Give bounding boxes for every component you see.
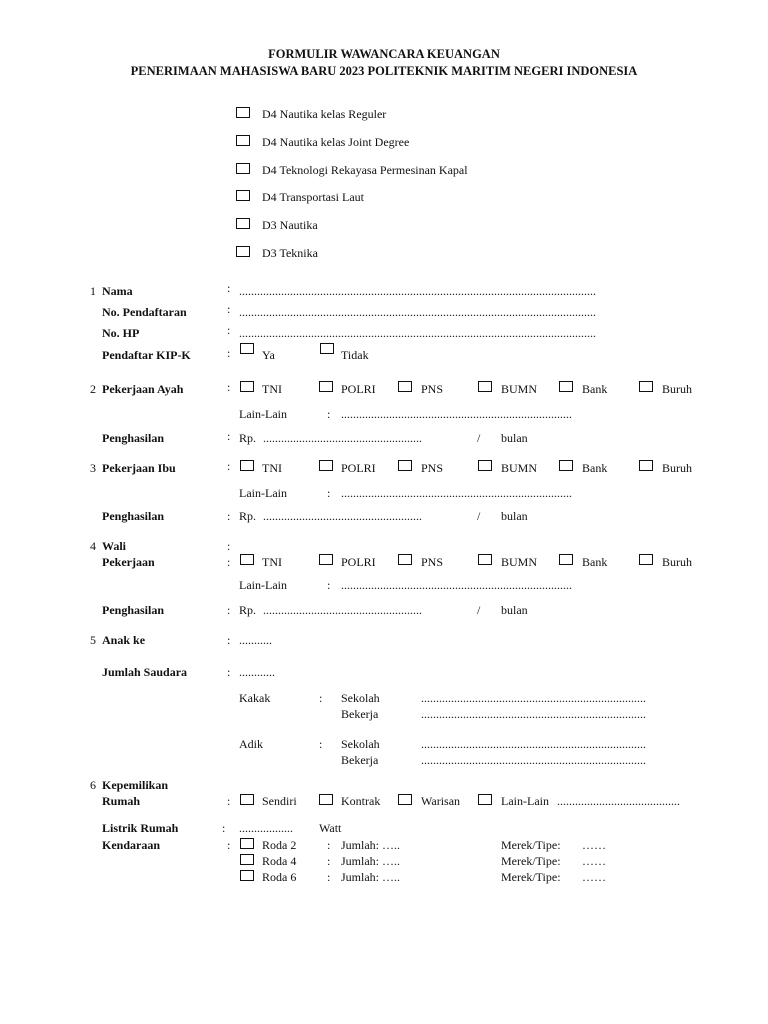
bulan-label: bulan [501, 431, 528, 445]
polri-checkbox[interactable] [319, 554, 333, 565]
colon: : [227, 429, 231, 443]
program-checkbox[interactable] [236, 163, 250, 174]
kakak-bekerja-field[interactable]: ........................................................................... [421, 707, 646, 721]
bumn-checkbox[interactable] [478, 381, 492, 392]
anak-ke-label: Anak ke [102, 633, 146, 647]
penghasilan-label: Penghasilan [102, 431, 165, 445]
warisan-label: Warisan [421, 794, 461, 808]
rp-label: Rp. [239, 431, 257, 445]
merek-label: Merek/Tipe: [501, 838, 561, 852]
no-hp-field[interactable]: ....................................................................................................................... [239, 326, 596, 340]
colon: : [319, 691, 323, 705]
bekerja-label: Bekerja [341, 707, 379, 721]
colon: : [327, 838, 331, 852]
kip-ya-checkbox[interactable] [240, 343, 254, 354]
jumlah-field[interactable]: Jumlah: ….. [341, 870, 400, 884]
tni-label: TNI [262, 382, 282, 396]
colon: : [327, 854, 331, 868]
colon: : [327, 407, 331, 421]
colon: : [227, 838, 231, 852]
section-number: 3 [90, 461, 96, 475]
program-label: D4 Nautika kelas Joint Degree [262, 135, 410, 149]
rp-label: Rp. [239, 509, 257, 523]
section-number: 4 [90, 539, 96, 553]
no-pendaftaran-label: No. Pendaftaran [102, 305, 187, 319]
colon: : [222, 821, 226, 835]
nama-field[interactable]: ....................................................................................................................... [239, 284, 596, 298]
program-checkbox[interactable] [236, 107, 250, 118]
colon: : [327, 870, 331, 884]
colon: : [227, 346, 231, 360]
bumn-label: BUMN [501, 382, 538, 396]
kendaraan-label: Kendaraan [102, 838, 161, 852]
bumn-checkbox[interactable] [478, 554, 492, 565]
program-label: D4 Nautika kelas Reguler [262, 107, 387, 121]
colon: : [227, 539, 231, 553]
sekolah-label: Sekolah [341, 737, 380, 751]
polri-label: POLRI [341, 555, 376, 569]
bulan-label: bulan [501, 603, 528, 617]
lain-lain-checkbox[interactable] [478, 794, 492, 805]
bank-checkbox[interactable] [559, 554, 573, 565]
jumlah-field[interactable]: Jumlah: ….. [341, 854, 400, 868]
pns-checkbox[interactable] [398, 460, 412, 471]
lain-lain-label: Lain-Lain [239, 486, 287, 500]
colon: : [227, 633, 231, 647]
colon: : [227, 555, 231, 569]
merek-label: Merek/Tipe: [501, 870, 561, 884]
pns-label: PNS [421, 382, 444, 396]
bank-label: Bank [582, 461, 608, 475]
lain-lain-label: Lain-Lain [239, 407, 287, 421]
nama-label: Nama [102, 284, 133, 298]
program-checkbox[interactable] [236, 218, 250, 229]
slash: / [477, 509, 481, 523]
colon: : [227, 509, 231, 523]
rumah-label: Rumah [102, 794, 141, 808]
polri-checkbox[interactable] [319, 460, 333, 471]
colon: : [227, 281, 231, 295]
listrik-field[interactable]: .................. [239, 821, 293, 835]
form-subtitle: PENERIMAAN MAHASISWA BARU 2023 POLITEKNIK MARITIM NEGERI INDONESIA [130, 64, 638, 78]
colon: : [319, 737, 323, 751]
adik-sekolah-field[interactable]: ........................................................................... [421, 737, 646, 751]
slash: / [477, 603, 481, 617]
no-pendaftaran-field[interactable]: ....................................................................................................................... [239, 305, 596, 319]
roda-2-label: Roda 2 [262, 838, 297, 852]
lain-lain-field[interactable]: ............................................................................. [341, 486, 572, 500]
jumlah-saudara-label: Jumlah Saudara [102, 665, 188, 679]
bank-checkbox[interactable] [559, 381, 573, 392]
sendiri-label: Sendiri [262, 794, 297, 808]
merek-field[interactable]: …… [582, 870, 606, 884]
polri-label: POLRI [341, 382, 376, 396]
buruh-checkbox[interactable] [639, 460, 653, 471]
kip-ya-label: Ya [262, 348, 275, 362]
buruh-label: Buruh [662, 382, 692, 396]
form-title: FORMULIR WAWANCARA KEUANGAN [268, 47, 500, 61]
tni-label: TNI [262, 461, 282, 475]
tni-checkbox[interactable] [240, 460, 254, 471]
colon: : [227, 665, 231, 679]
lain-lain-field[interactable]: ............................................................................. [341, 407, 572, 421]
anak-ke-field[interactable]: ........... [239, 633, 272, 647]
kip-tidak-checkbox[interactable] [320, 343, 334, 354]
bumn-label: BUMN [501, 461, 538, 475]
tni-checkbox[interactable] [240, 554, 254, 565]
pekerjaan-wali-label: Pekerjaan [102, 555, 155, 569]
colon: : [327, 486, 331, 500]
penghasilan-label: Penghasilan [102, 509, 165, 523]
merek-field[interactable]: …… [582, 838, 606, 852]
colon: : [227, 459, 231, 473]
bumn-checkbox[interactable] [478, 460, 492, 471]
watt-label: Watt [319, 821, 342, 835]
pns-checkbox[interactable] [398, 554, 412, 565]
jumlah-field[interactable]: Jumlah: ….. [341, 838, 400, 852]
roda-4-label: Roda 4 [262, 854, 297, 868]
bank-checkbox[interactable] [559, 460, 573, 471]
colon: : [327, 578, 331, 592]
lain-lain-label: Lain-Lain [239, 578, 287, 592]
penghasilan-field[interactable]: ..................................................... [263, 431, 422, 445]
colon: : [227, 323, 231, 337]
penghasilan-label: Penghasilan [102, 603, 165, 617]
bekerja-label: Bekerja [341, 753, 379, 767]
buruh-checkbox[interactable] [639, 381, 653, 392]
colon: : [227, 603, 231, 617]
pns-checkbox[interactable] [398, 381, 412, 392]
program-checkbox[interactable] [236, 135, 250, 146]
tni-checkbox[interactable] [240, 381, 254, 392]
slash: / [477, 431, 481, 445]
penghasilan-field[interactable]: ..................................................... [263, 509, 422, 523]
bank-label: Bank [582, 382, 608, 396]
program-label: D3 Nautika [262, 218, 318, 232]
pekerjaan-ayah-label: Pekerjaan Ayah [102, 382, 184, 396]
section-number: 5 [90, 633, 96, 647]
roda-2-checkbox[interactable] [240, 838, 254, 849]
colon: : [227, 302, 231, 316]
pns-label: PNS [421, 555, 444, 569]
kip-label: Pendaftar KIP-K [102, 348, 191, 362]
penghasilan-field[interactable]: ..................................................... [263, 603, 422, 617]
lain-lain-label: Lain-Lain [501, 794, 549, 808]
program-checkbox[interactable] [236, 190, 250, 201]
kip-tidak-label: Tidak [341, 348, 369, 362]
tni-label: TNI [262, 555, 282, 569]
merek-field[interactable]: …… [582, 854, 606, 868]
program-label: D4 Transportasi Laut [262, 190, 364, 204]
listrik-rumah-label: Listrik Rumah [102, 821, 179, 835]
lain-lain-field[interactable]: ............................................................................. [341, 578, 572, 592]
kontrak-checkbox[interactable] [319, 794, 333, 805]
section-number: 1 [90, 284, 96, 298]
kepemilikan-label: Kepemilikan [102, 778, 169, 792]
kontrak-label: Kontrak [341, 794, 381, 808]
adik-bekerja-field[interactable]: ........................................................................... [421, 753, 646, 767]
colon: : [227, 380, 231, 394]
adik-label: Adik [239, 737, 263, 751]
kakak-label: Kakak [239, 691, 271, 705]
rp-label: Rp. [239, 603, 257, 617]
program-checkbox[interactable] [236, 246, 250, 257]
warisan-checkbox[interactable] [398, 794, 412, 805]
program-label: D3 Teknika [262, 246, 318, 260]
pns-label: PNS [421, 461, 444, 475]
jumlah-saudara-field[interactable]: ............ [239, 665, 275, 679]
bulan-label: bulan [501, 509, 528, 523]
roda-6-label: Roda 6 [262, 870, 297, 884]
bumn-label: BUMN [501, 555, 538, 569]
lain-lain-field[interactable]: ......................................... [557, 794, 680, 808]
section-number: 6 [90, 778, 96, 792]
roda-6-checkbox[interactable] [240, 870, 254, 881]
merek-label: Merek/Tipe: [501, 854, 561, 868]
polri-checkbox[interactable] [319, 381, 333, 392]
program-label: D4 Teknologi Rekayasa Permesinan Kapal [262, 163, 468, 177]
buruh-label: Buruh [662, 555, 692, 569]
buruh-checkbox[interactable] [639, 554, 653, 565]
sekolah-label: Sekolah [341, 691, 380, 705]
colon: : [227, 794, 231, 808]
pekerjaan-ibu-label: Pekerjaan Ibu [102, 461, 176, 475]
section-number: 2 [90, 382, 96, 396]
polri-label: POLRI [341, 461, 376, 475]
sendiri-checkbox[interactable] [240, 794, 254, 805]
buruh-label: Buruh [662, 461, 692, 475]
wali-label: Wali [102, 539, 127, 553]
kakak-sekolah-field[interactable]: ........................................................................... [421, 691, 646, 705]
no-hp-label: No. HP [102, 326, 140, 340]
roda-4-checkbox[interactable] [240, 854, 254, 865]
bank-label: Bank [582, 555, 608, 569]
